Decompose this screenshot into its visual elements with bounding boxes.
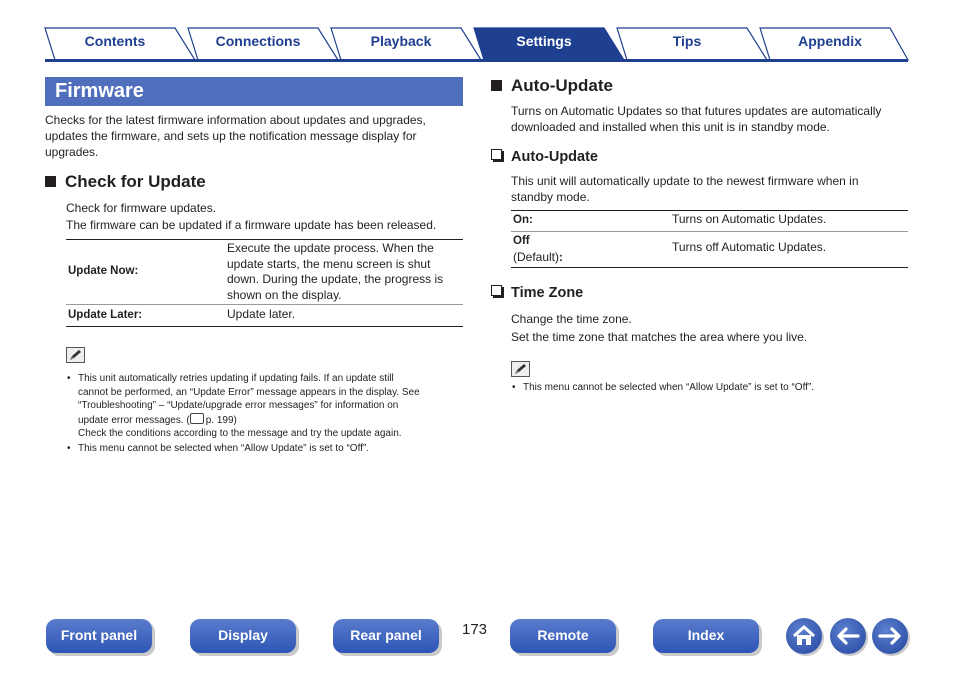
intro-line: Checks for the latest firmware information about updates and upgrades, <box>45 113 426 127</box>
index-button[interactable] <box>653 619 759 653</box>
value-line: shown on the display. <box>227 287 342 302</box>
remote-button[interactable] <box>510 619 616 653</box>
table-key-on: On: <box>513 214 533 226</box>
tab-connections[interactable]: Connections <box>215 33 301 49</box>
heading-text: Auto-Update <box>511 149 598 165</box>
back-button[interactable] <box>830 618 866 654</box>
table-key-update-now: Update Now: <box>68 265 139 277</box>
desc-line: Check for firmware updates. <box>66 201 217 215</box>
square-bullet-icon <box>491 80 502 91</box>
note-line: This menu cannot be selected when “Allow Update” is set to “Off”. <box>78 443 370 454</box>
note-line: update error messages. ( p. 199) <box>78 414 237 426</box>
note-line: “Troubleshooting” – “Update/upgrade error messages” for information on <box>78 400 399 412</box>
table-rule <box>66 326 463 327</box>
arrow-right-icon <box>872 618 908 654</box>
pencil-note-icon <box>66 347 85 363</box>
button-label: Rear panel <box>350 627 422 643</box>
table-key-off: Off (Default): <box>513 235 563 264</box>
forward-button[interactable] <box>872 618 908 654</box>
tab-bar-shapes <box>0 0 954 64</box>
desc-line: Turns on Automatic Updates so that futures updates are automatically <box>511 104 882 118</box>
auto-update-heading <box>491 76 613 96</box>
table-rule <box>511 267 908 268</box>
desc-line: Set the time zone that matches the area where you live. <box>511 330 808 344</box>
table-rule <box>511 231 908 232</box>
tab-appendix[interactable]: Appendix <box>798 33 862 49</box>
intro-line: upgrades. <box>45 145 99 159</box>
note-line: cannot be performed, an “Update Error” message appears in the display. See <box>78 386 420 398</box>
heading-text: Time Zone <box>511 285 584 301</box>
tab-settings[interactable]: Settings <box>516 33 572 49</box>
button-label: Display <box>218 627 268 643</box>
note-line: Check the conditions according to the message and try the update again. <box>78 428 402 440</box>
time-zone-desc <box>511 310 807 346</box>
box-bullet-icon <box>491 149 502 160</box>
table-key-update-later: Update Later: <box>68 309 143 321</box>
table-rule <box>511 210 908 211</box>
heading-text: Auto-Update <box>511 76 613 95</box>
button-label: Remote <box>537 627 589 643</box>
display-button[interactable] <box>190 619 296 653</box>
tab-playback[interactable]: Playback <box>370 33 432 49</box>
table-rule <box>66 239 463 240</box>
value-line: update starts, the menu screen is shut <box>227 256 431 271</box>
auto-update-sub-desc <box>511 174 859 205</box>
tab-contents[interactable]: Contents <box>84 33 146 49</box>
note-line: This menu cannot be selected when “Allow Update” is set to “Off”. <box>523 382 815 393</box>
page-reference-link[interactable]: p. 199) <box>205 414 237 426</box>
table-value-on: Turns on Automatic Updates. <box>672 212 827 226</box>
table-value-off: Turns off Automatic Updates. <box>672 240 827 254</box>
check-for-update-heading <box>45 172 206 192</box>
auto-update-desc <box>511 103 881 135</box>
note-item: • This unit automatically retries updating if updating fails. If an update still cannot be performed, an “Update Error” message appears in the display. See “Troubleshooting” – “Update/upgrade error messages” for information on update error messages. ( p. 199) Check the conditions according to the message and try the update again. <box>67 373 420 440</box>
tab-tips[interactable]: Tips <box>672 33 702 49</box>
value-line: Execute the update process. When the <box>227 241 434 255</box>
table-rule <box>66 304 463 305</box>
intro-line: updates the firmware, and sets up the notification message display for <box>45 129 417 143</box>
desc-line: Change the time zone. <box>511 312 632 326</box>
arrow-left-icon <box>830 618 866 654</box>
check-desc <box>66 200 436 234</box>
box-bullet-icon <box>491 285 502 296</box>
intro-text <box>45 112 426 160</box>
desc-line: This unit will automatically update to the newest firmware when in <box>511 174 859 188</box>
table-value-update-later: Update later. <box>227 307 296 321</box>
reference-page-icon <box>190 413 204 424</box>
note-line: This unit automatically retries updating if updating fails. If an update still <box>78 373 394 384</box>
note-item: • This menu cannot be selected when “Allow Update” is set to “Off”. <box>512 382 815 393</box>
square-bullet-icon <box>45 176 56 187</box>
rear-panel-button[interactable] <box>333 619 439 653</box>
button-label: Front panel <box>60 627 138 643</box>
time-zone-heading <box>491 285 583 301</box>
home-icon <box>786 618 822 654</box>
desc-line: The firmware can be updated if a firmware update has been released. <box>66 218 437 232</box>
page-title: Firmware <box>55 80 144 102</box>
value-line: down. During the update, the progress is <box>227 272 444 286</box>
heading-text: Check for Update <box>65 172 206 191</box>
home-button[interactable] <box>786 618 822 654</box>
front-panel-button[interactable] <box>46 619 152 653</box>
pencil-note-icon <box>511 361 530 377</box>
auto-update-subheading <box>491 149 598 165</box>
table-value-update-now <box>227 241 443 303</box>
tab-bar <box>0 0 954 64</box>
desc-line: standby mode. <box>511 189 590 204</box>
desc-line: downloaded and installed when this unit is in standby mode. <box>511 120 830 134</box>
note-item: • This menu cannot be selected when “Allow Update” is set to “Off”. <box>67 443 370 454</box>
page-title-bar <box>45 77 463 106</box>
button-label: Index <box>687 627 725 643</box>
page-number: 173 <box>462 621 488 638</box>
